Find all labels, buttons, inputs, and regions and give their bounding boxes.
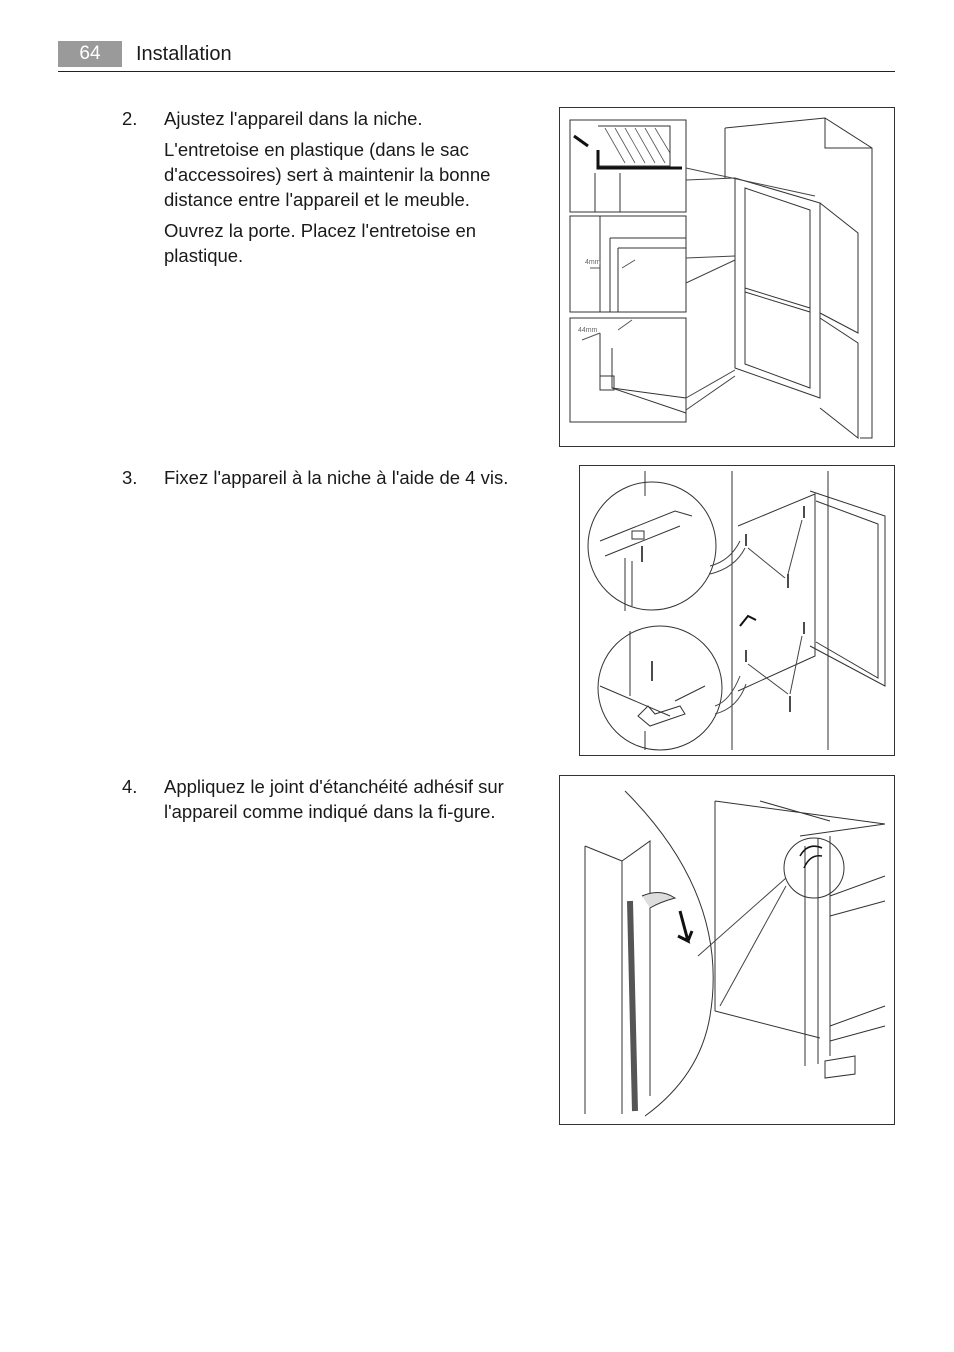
step-4 <box>122 774 522 830</box>
label-4mm: 4mm <box>585 259 601 266</box>
page-number: 64 <box>58 41 122 67</box>
label-44mm: 44mm <box>578 327 598 334</box>
step-text: L'entretoise en plastique (dans le sac d'accessoires) sert à maintenir la bonne distance entre l'appareil et le meuble. <box>164 139 491 210</box>
step-2 <box>122 106 522 274</box>
step-3 <box>122 465 542 496</box>
step-text: Fixez l'appareil à la niche à l'aide de 4 vis. <box>164 467 509 488</box>
step-text: Ouvrez la porte. Placez l'entretoise en plastique. <box>164 220 477 266</box>
section-title: Installation <box>136 43 232 65</box>
step-text: Ajustez l'appareil dans la niche. <box>164 108 423 129</box>
figure-screw-fixing <box>579 465 895 756</box>
header-divider <box>58 71 895 72</box>
step-text: Appliquez le joint d'étanchéité adhésif sur l'appareil comme indiqué dans la fi-gure. <box>164 776 504 822</box>
step-number: 4. <box>122 776 138 797</box>
figure-adhesive-seal <box>559 775 895 1125</box>
figure-spacer-placement <box>559 107 895 447</box>
step-number: 3. <box>122 467 138 488</box>
step-number: 2. <box>122 108 138 129</box>
